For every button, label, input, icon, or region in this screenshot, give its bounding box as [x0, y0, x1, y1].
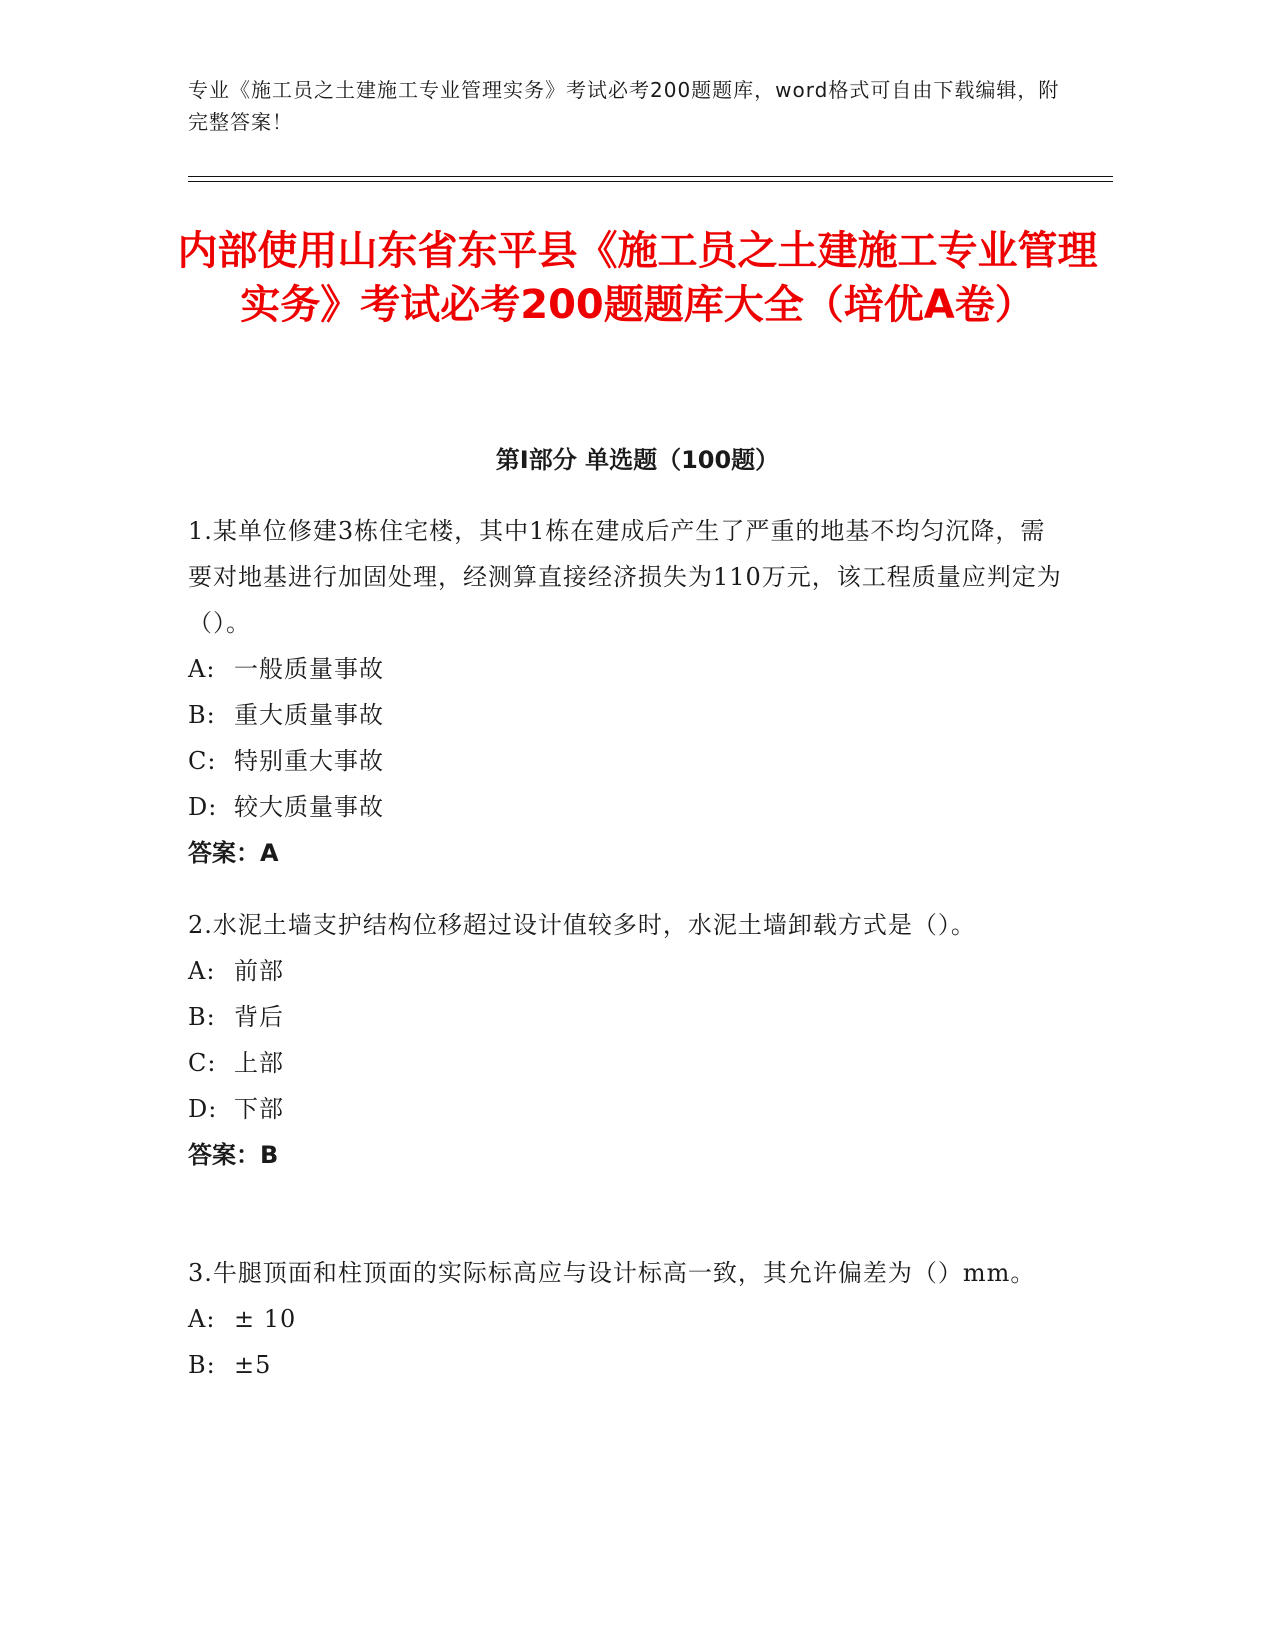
option-a — [188, 948, 1068, 994]
question-text: 2.水泥土墙支护结构位移超过设计值较多时，水泥土墙卸载方式是（）。 — [188, 911, 976, 939]
option-text: 前部 — [234, 957, 284, 985]
option-b — [188, 1342, 1068, 1388]
question-1 — [188, 508, 1068, 876]
question-text: 1.某单位修建3栋住宅楼，其中1栋在建成后产生了严重的地基不均匀沉降，需要对地基进行加固处理，经测算直接经济损失为110万元，该工程质量应判定为（）。 — [188, 517, 1062, 637]
option-label: B: — [188, 1003, 216, 1031]
option-text: ±5 — [234, 1351, 272, 1379]
document-title: 内部使用山东省东平县《施工员之土建施工专业管理实务》考试必考200题题库大全（培优A卷） — [177, 228, 1098, 328]
header-divider-top — [188, 176, 1113, 177]
option-c — [188, 1040, 1068, 1086]
option-label: D: — [188, 1095, 218, 1123]
option-label: A: — [188, 1305, 216, 1333]
option-text: 上部 — [234, 1049, 284, 1077]
option-d — [188, 784, 1068, 830]
option-label: A: — [188, 655, 216, 683]
question-2 — [188, 902, 1068, 1178]
question-3 — [188, 1250, 1068, 1388]
option-a — [188, 646, 1068, 692]
option-text: ± 10 — [234, 1305, 297, 1333]
option-text: 重大质量事故 — [234, 701, 384, 729]
answer: 答案：B — [188, 1141, 279, 1169]
option-label: D: — [188, 793, 218, 821]
option-label: B: — [188, 701, 216, 729]
option-text: 下部 — [234, 1095, 284, 1123]
option-label: C: — [188, 747, 217, 775]
option-label: B: — [188, 1351, 216, 1379]
header-note: 专业《施工员之土建施工专业管理实务》考试必考200题题库，word格式可自由下载编辑，附完整答案！ — [188, 78, 1060, 134]
option-text: 一般质量事故 — [234, 655, 384, 683]
option-text: 特别重大事故 — [234, 747, 384, 775]
option-text: 较大质量事故 — [234, 793, 384, 821]
answer: 答案：A — [188, 839, 279, 867]
header-divider-bottom — [188, 181, 1113, 182]
option-text: 背后 — [234, 1003, 284, 1031]
question-text: 3.牛腿顶面和柱顶面的实际标高应与设计标高一致，其允许偏差为（）mm。 — [188, 1259, 1036, 1287]
option-b — [188, 994, 1068, 1040]
option-label: A: — [188, 957, 216, 985]
option-label: C: — [188, 1049, 217, 1077]
option-c — [188, 738, 1068, 784]
section-heading: 第I部分 单选题（100题） — [495, 446, 780, 474]
option-d — [188, 1086, 1068, 1132]
option-a — [188, 1296, 1068, 1342]
option-b — [188, 692, 1068, 738]
